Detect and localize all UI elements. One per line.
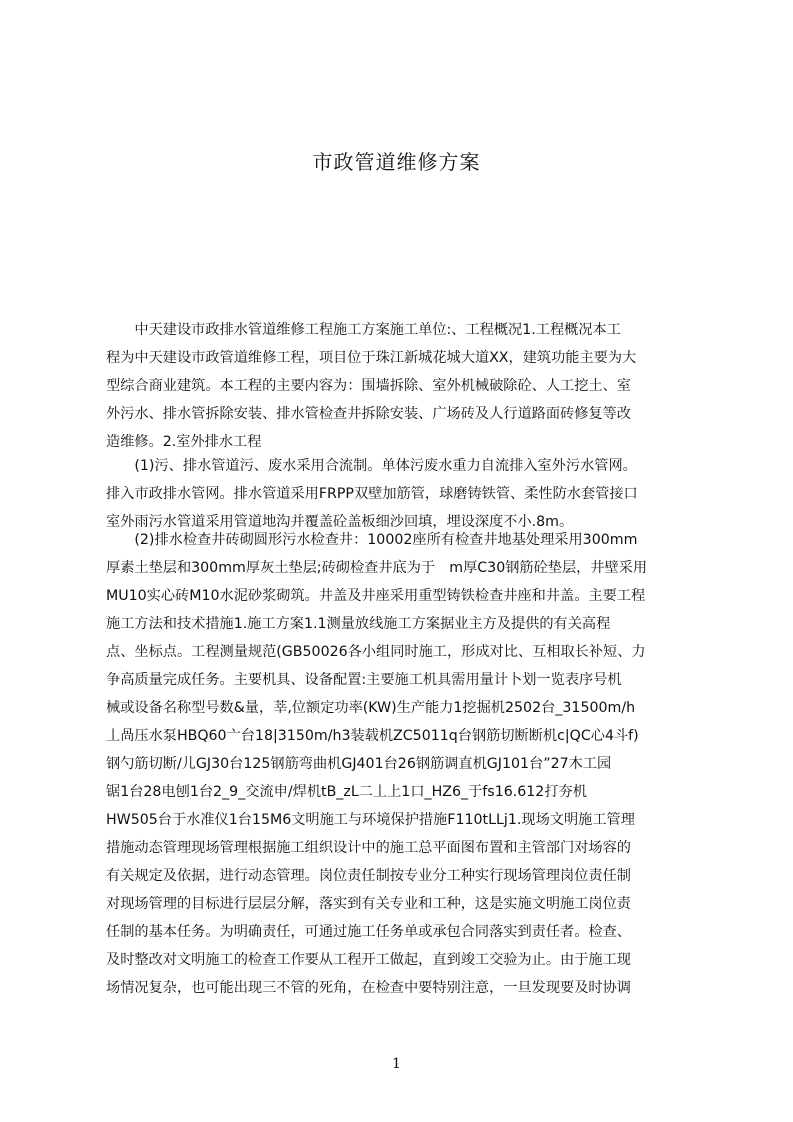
text-line: 丄咼压水泵HBQ60亠台18|3150m/h3装载机ZC5011q台钢筋切断断机c|QC心4斗f)	[106, 728, 639, 744]
text-line: 室外雨污水管道采用管道地沟并覆盖砼盖板细沙回填，埋设深度不小.8m。	[106, 514, 574, 530]
text-line: (1)污、排水管道污、废水采用合流制。单体污废水重力自流排入室外污水管网。	[106, 458, 637, 474]
text-line: MU10实心砖M10水泥砂浆砌筑。井盖及井座采用重型铸铁检查井座和井盖。主要工程	[106, 588, 646, 604]
text-line: 对现场管理的目标进行层层分解，落实到有关专业和工种，这是实施文明施工岗位责	[106, 896, 631, 912]
text-line: 造维修。2.室外排水工程	[106, 434, 262, 450]
text-line: 型综合商业建筑。本工程的主要内容为：围墙拆除、室外机械破除砼、人工挖土、室	[106, 378, 631, 394]
text-line: 程为中天建设市政管道维修工程，项目位于珠江新城花城大道XX，建筑功能主要为大	[106, 350, 637, 366]
text-line: 及时整改对文明施工的检查工作要从工程开工做起，直到竣工交验为止。由于施工现	[106, 952, 631, 968]
text-line: 外污水、排水管拆除安装、排水管检查井拆除安装、广场砖及人行道路面砖修复等改	[106, 406, 631, 422]
text-line: 械或设备名称型号数&量，莘,位额定功率(KW)生产能力1挖掘机2502台_31500m/h	[106, 700, 636, 716]
text-line: 厚素土垫层和300mm厚灰土垫层;砖砌检查井底为于 m厚C30钢筋砼垫层，井壁采用	[106, 560, 648, 576]
text-line: 争高质量完成任务。主要机具、设备配置:主要施工机具需用量计卜划一览表序号机	[106, 672, 622, 688]
text-line: 场情况复杂，也可能出现三不管的死角，在检查中要特别注意，一旦发现要及时协调	[106, 980, 631, 996]
text-line: 点、坐标点。工程测量规范(GB50026各小组同时施工，形成对比、互相取长补短、力	[106, 644, 646, 660]
paragraph-drainage-pipes	[106, 452, 698, 536]
text-line: 施工方法和技术措施1.施工方案1.1测量放线施工方案据业主方及提供的有关高程	[106, 616, 611, 632]
text-line: 锯1台28电刨1台2_9_交流申/焊机tB_zL二丄上1口_HZ6_于fs16.612打夯机	[106, 784, 587, 800]
document-title: 市政管道维修方案	[312, 150, 481, 174]
page-number: 1	[392, 1056, 401, 1072]
text-line: 排入市政排水管网。排水管道采用FRPP双壁加筋管，球磨铸铁管、柔性防水套管接口	[106, 486, 638, 502]
text-line: HW505台于水准仪1台15M6文明施工与环境保护措施F110tLLj1.现场文明施工管理	[106, 812, 635, 828]
text-line: 措施动态管理现场管理根据施工组织设计中的施工总平面图布置和主管部门对场容的	[106, 840, 631, 856]
text-line: 任制的基本任务。为明确责任，可通过施工任务单或承包合同落实到责任者。检查、	[106, 924, 631, 940]
paragraph-project-overview	[106, 316, 698, 456]
text-line: 中天建设市政排水管道维修工程施工方案施工单位:、工程概况1.工程概况本工	[106, 322, 621, 338]
text-line: 有关规定及依据，进行动态管理。岗位责任制按专业分工种实行现场管理岗位责任制	[106, 868, 631, 884]
text-line: 钢勺筋切断/儿GJ30台125钢筋弯曲机GJ401台26钢筋调直机GJ101台”27木工园	[106, 756, 612, 772]
text-line: (2)排水检查井砖砌圆形污水检查井：10002座所有检查井地基处理采用300mm	[106, 532, 638, 548]
document-body	[106, 0, 698, 1122]
paragraph-inspection-wells	[106, 526, 698, 1002]
